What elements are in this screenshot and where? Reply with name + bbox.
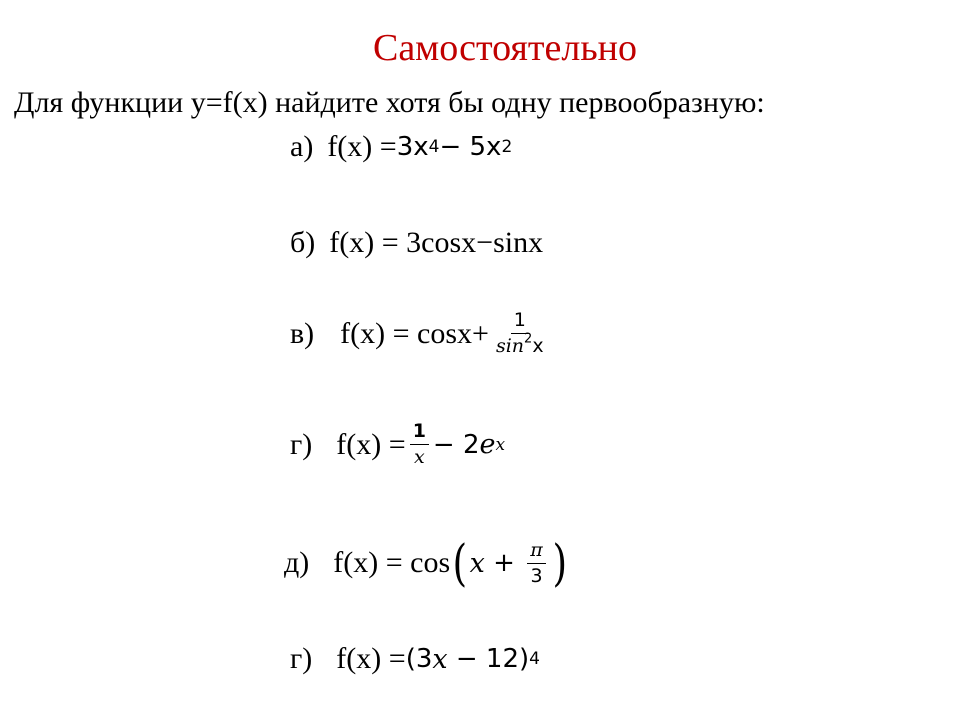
sin-argument: x (532, 335, 544, 357)
task-lhs: f(x) = 3cosx (329, 226, 477, 259)
fraction (493, 311, 547, 356)
fraction-denominator (493, 331, 547, 357)
task-d (284, 534, 569, 592)
task-v (290, 311, 551, 356)
task-lhs: f(x) = cosx+ (340, 316, 489, 350)
sin-exponent: 2 (524, 331, 533, 347)
bracket-close: − 12) (447, 644, 530, 674)
sin-text: sin (495, 335, 525, 357)
fraction (527, 538, 546, 587)
term-minus-5x: − 5x (439, 132, 502, 162)
fraction-numerator: 1 (410, 422, 429, 445)
bracket-open: (3 (405, 644, 433, 674)
fraction-denominator: 3 (530, 564, 543, 587)
task-letter: в) (290, 316, 315, 350)
fraction-numerator: π (527, 541, 546, 564)
plus-sign: + (484, 548, 524, 578)
slide-title: Самостоятельно (372, 27, 638, 69)
task-g1: г) f(x) = $\frac{1}{x}$ − 2 e x (290, 420, 506, 468)
term-minus-2: − 2 (432, 429, 480, 460)
task-letter: а) (290, 130, 314, 163)
fraction-numerator: 1 (511, 311, 529, 334)
task-letter: г) (290, 642, 313, 675)
var-x: x (469, 547, 485, 579)
task-letter: б) (290, 226, 316, 259)
right-paren: ) (552, 534, 567, 592)
exp-e: e (479, 429, 496, 460)
left-paren: ( (452, 534, 468, 592)
term-3x: 3x (396, 132, 429, 162)
task-lhs: f(x) = (336, 642, 406, 675)
term-minus-sinx: −sinx (476, 226, 544, 259)
var-x: x (432, 643, 448, 675)
task-lhs: f(x) = (327, 130, 397, 163)
task-lhs: f(x) = cos (333, 546, 451, 579)
task-lhs: f(x) = (336, 427, 406, 461)
task-b (290, 226, 543, 260)
task-a: а) f(x) = 3x 4 − 5x 2 (290, 130, 513, 163)
task-letter: д) (284, 546, 310, 579)
fraction (410, 422, 429, 467)
fraction-denominator: x (413, 446, 425, 468)
task-letter: г) (290, 427, 313, 461)
task-g2: г) f(x) = (3 x − 12) 4 (290, 642, 540, 675)
instruction-text: Для функции y=f(x) найдите хотя бы одну первообразную: (14, 86, 765, 119)
